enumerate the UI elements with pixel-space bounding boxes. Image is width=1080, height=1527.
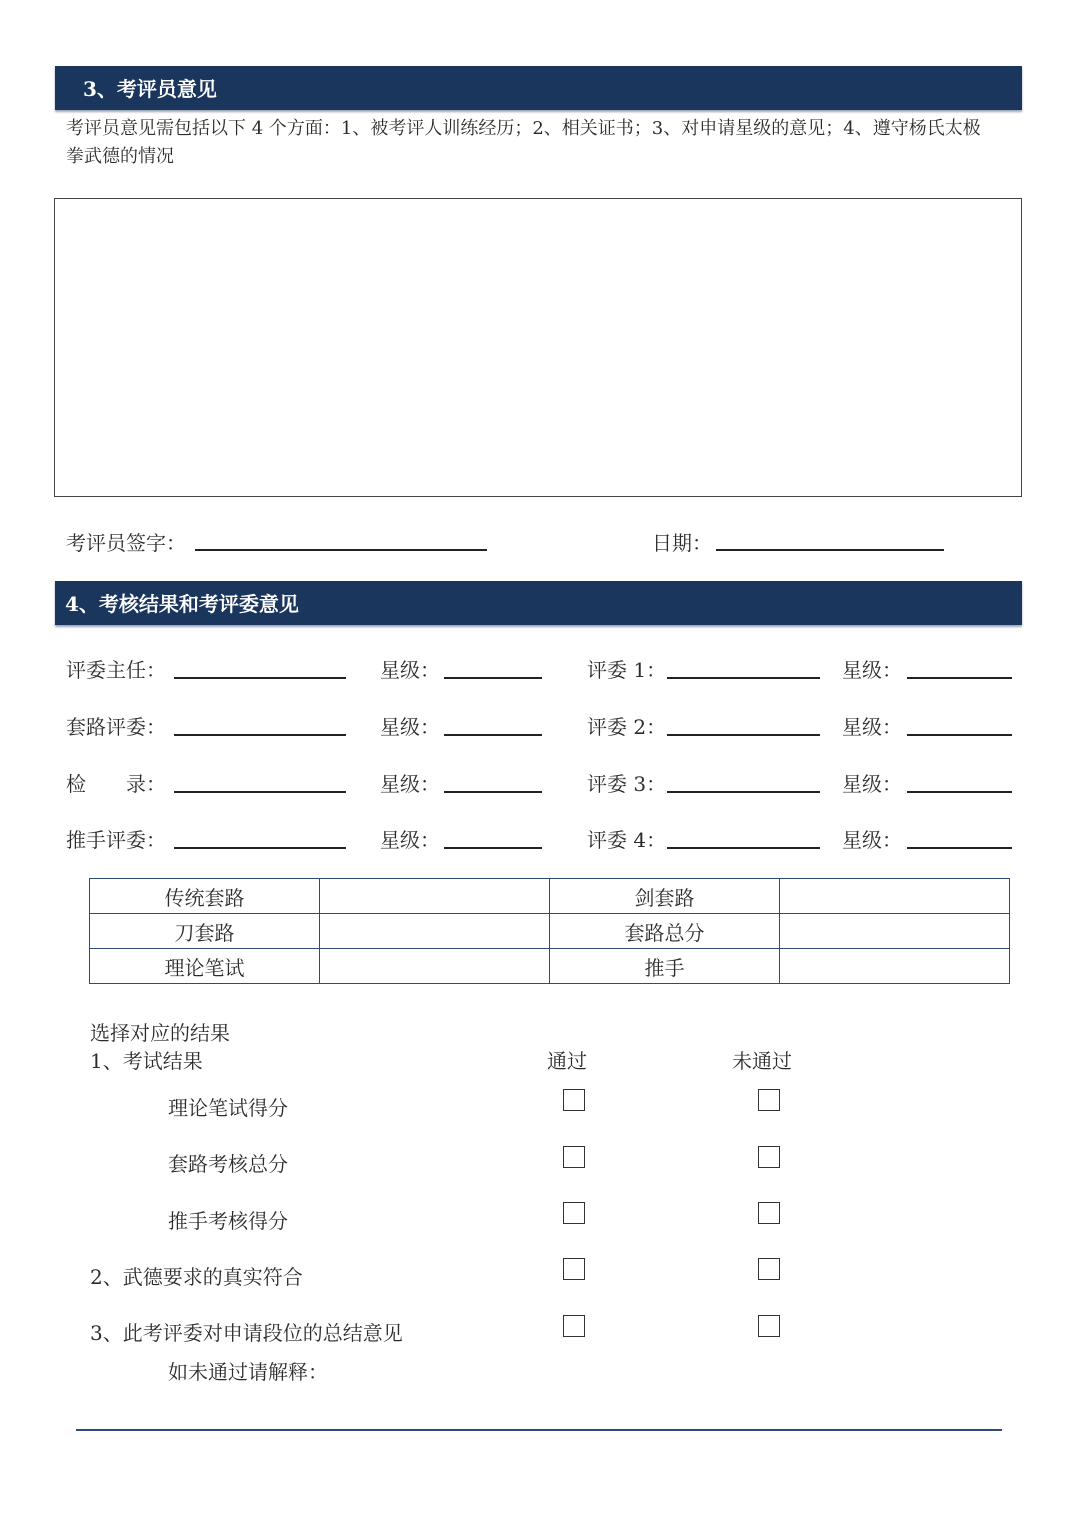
pass-checkbox[interactable] — [563, 1315, 585, 1337]
judge-left-star-line[interactable] — [444, 791, 542, 793]
result-item-label: 3、此考评委对申请段位的总结意见 — [90, 1321, 403, 1345]
score-value-cell[interactable] — [780, 949, 1010, 984]
judge-right-label: 评委 4： — [587, 828, 667, 852]
judge-left-label: 评委主任： — [66, 658, 166, 682]
score-label-cell: 刀套路 — [90, 914, 320, 949]
score-value-cell[interactable] — [780, 914, 1010, 949]
judge-right-line[interactable] — [667, 734, 820, 736]
result-item-label: 理论笔试得分 — [168, 1096, 288, 1120]
pass-column-label: 通过 — [547, 1049, 587, 1073]
score-label-cell: 套路总分 — [550, 914, 780, 949]
signature-label: 考评员签字： — [66, 531, 186, 555]
judge-left-line[interactable] — [174, 791, 346, 793]
judge-left-line[interactable] — [174, 734, 346, 736]
judge-left-label: 套路评委： — [66, 715, 166, 739]
fail-checkbox[interactable] — [758, 1258, 780, 1280]
fail-checkbox[interactable] — [758, 1146, 780, 1168]
exam-result-label: 1、考试结果 — [90, 1049, 203, 1073]
judge-right-star-label: 星级： — [842, 658, 902, 682]
score-label-cell: 推手 — [550, 949, 780, 984]
judge-right-label: 评委 2： — [587, 715, 667, 739]
judge-left-star-label: 星级： — [380, 658, 440, 682]
judge-left-star-line[interactable] — [444, 677, 542, 679]
judge-right-star-label: 星级： — [842, 715, 902, 739]
score-label-cell: 传统套路 — [90, 879, 320, 914]
date-line[interactable] — [716, 549, 944, 551]
fail-checkbox[interactable] — [758, 1089, 780, 1111]
result-item-label: 套路考核总分 — [168, 1152, 288, 1176]
score-label-cell: 理论笔试 — [90, 949, 320, 984]
opinion-textbox[interactable] — [54, 198, 1022, 497]
judge-left-label: 推手评委： — [66, 828, 166, 852]
pass-checkbox[interactable] — [563, 1089, 585, 1111]
judge-left-star-label: 星级： — [380, 715, 440, 739]
result-heading: 选择对应的结果 — [90, 1021, 230, 1045]
fail-checkbox[interactable] — [758, 1202, 780, 1224]
section-3-header — [55, 66, 1022, 110]
section-4-header — [55, 581, 1022, 625]
judge-right-line[interactable] — [667, 847, 820, 849]
table-row — [90, 949, 1010, 984]
score-table — [89, 878, 1010, 984]
score-value-cell[interactable] — [320, 914, 550, 949]
result-item-label: 2、武德要求的真实符合 — [90, 1265, 303, 1289]
judge-right-star-label: 星级： — [842, 828, 902, 852]
judge-right-star-line[interactable] — [907, 677, 1012, 679]
judge-right-star-label: 星级： — [842, 772, 902, 796]
result-item-label: 推手考核得分 — [168, 1209, 288, 1233]
score-value-cell[interactable] — [320, 949, 550, 984]
instructions-line-1: 考评员意见需包括以下 4 个方面：1、被考评人训练经历；2、相关证书；3、对申请星级的意见；4、遵守杨氏太极 — [66, 118, 981, 139]
table-row — [90, 914, 1010, 949]
judge-right-label: 评委 3： — [587, 772, 667, 796]
judge-left-star-line[interactable] — [444, 734, 542, 736]
fail-checkbox[interactable] — [758, 1315, 780, 1337]
judge-left-star-label: 星级： — [380, 772, 440, 796]
judge-right-line[interactable] — [667, 791, 820, 793]
judge-left-star-label: 星级： — [380, 828, 440, 852]
judge-right-star-line[interactable] — [907, 791, 1012, 793]
judge-left-star-line[interactable] — [444, 847, 542, 849]
judge-right-line[interactable] — [667, 677, 820, 679]
section-3-title: 3、考评员意见 — [83, 77, 217, 101]
judge-right-star-line[interactable] — [907, 847, 1012, 849]
footer-divider — [76, 1429, 1002, 1431]
judge-left-line[interactable] — [174, 847, 346, 849]
pass-checkbox[interactable] — [563, 1258, 585, 1280]
judge-left-line[interactable] — [174, 677, 346, 679]
pass-checkbox[interactable] — [563, 1146, 585, 1168]
judge-right-star-line[interactable] — [907, 734, 1012, 736]
judge-right-label: 评委 1： — [587, 658, 667, 682]
judge-left-label: 检 录： — [66, 772, 166, 796]
date-label: 日期： — [652, 531, 712, 555]
explain-label: 如未通过请解释： — [168, 1360, 328, 1384]
fail-column-label: 未通过 — [732, 1049, 792, 1073]
signature-line[interactable] — [195, 549, 487, 551]
table-row — [90, 879, 1010, 914]
score-label-cell: 剑套路 — [550, 879, 780, 914]
score-value-cell[interactable] — [320, 879, 550, 914]
pass-checkbox[interactable] — [563, 1202, 585, 1224]
section-4-title: 4、考核结果和考评委意见 — [65, 592, 299, 616]
instructions-line-2: 拳武德的情况 — [66, 146, 174, 167]
score-value-cell[interactable] — [780, 879, 1010, 914]
